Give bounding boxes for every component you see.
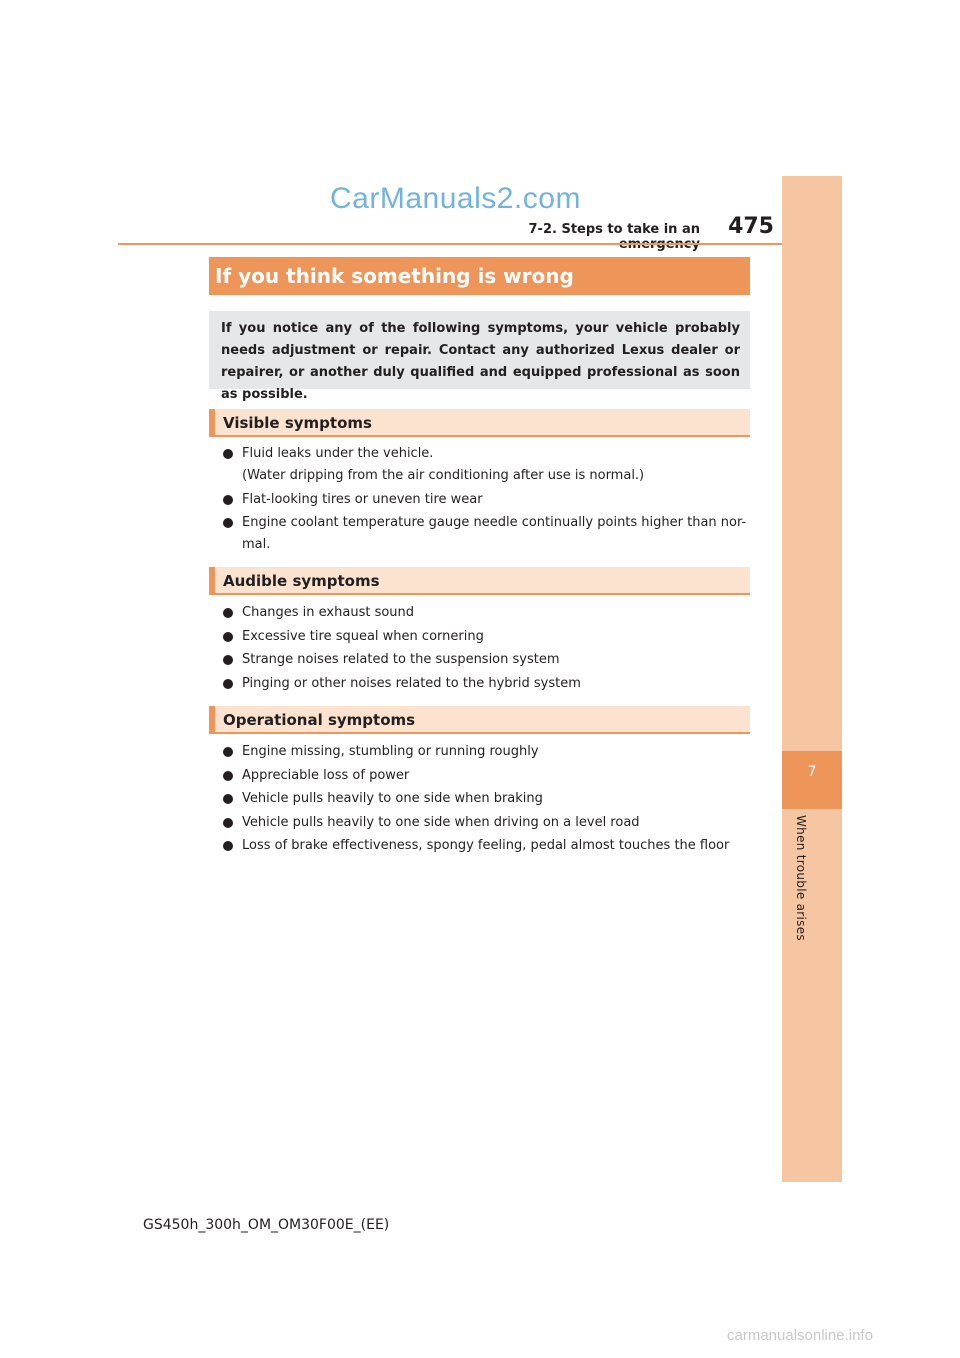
section-title: Operational symptoms	[223, 711, 416, 729]
manual-code: GS450h_300h_OM_OM30F00E_(EE)	[143, 1217, 390, 1233]
operational-symptoms-heading	[209, 706, 750, 734]
list-item: Loss of brake effectiveness, spongy feeling, pedal almost touches the floor	[222, 835, 748, 857]
bullet-icon	[223, 771, 233, 781]
operational-symptoms-list	[222, 741, 748, 859]
bullet-icon	[223, 655, 233, 665]
list-item: Changes in exhaust sound	[222, 602, 748, 624]
chapter-side-tab	[782, 176, 842, 1182]
bullet-icon	[223, 495, 233, 505]
list-item: Engine missing, stumbling or running roughly	[222, 741, 748, 763]
bullet-icon	[223, 518, 233, 528]
chapter-title: When trouble arises	[794, 815, 808, 941]
audible-symptoms-heading	[209, 567, 750, 595]
visible-symptoms-list	[222, 443, 748, 558]
bullet-icon	[223, 608, 233, 618]
bullet-icon	[223, 747, 233, 757]
list-item: Vehicle pulls heavily to one side when driving on a level road	[222, 812, 748, 834]
header-rule	[118, 243, 782, 245]
list-item: Excessive tire squeal when cornering	[222, 626, 748, 648]
list-item: Appreciable loss of power	[222, 765, 748, 787]
section-title: Audible symptoms	[223, 572, 380, 590]
list-item: Engine coolant temperature gauge needle continually points higher than nor- mal.	[222, 512, 748, 556]
section-path: 7-2. Steps to take in an	[528, 222, 700, 237]
watermark-logo: CarManuals2.com	[330, 182, 581, 215]
bullet-icon	[223, 632, 233, 642]
list-item: Fluid leaks under the vehicle. (Water dripping from the air conditioning after use is normal.)	[222, 443, 748, 487]
intro-text: If you notice any of the following symptoms, your vehicle probably needs adjustment or repair. Contact any authorized Lexus dealer or repairer, or another duly qualified and equipped professional as soon as possible.	[221, 321, 740, 402]
bullet-icon	[223, 794, 233, 804]
page-number: 475	[728, 214, 774, 239]
list-item: Strange noises related to the suspension system	[222, 649, 748, 671]
list-item: Vehicle pulls heavily to one side when braking	[222, 788, 748, 810]
bullet-icon	[223, 818, 233, 828]
audible-symptoms-list	[222, 602, 748, 696]
visible-symptoms-heading	[209, 409, 750, 437]
bullet-icon	[223, 841, 233, 851]
site-watermark: carmanualsonline.info	[727, 1327, 873, 1344]
chapter-tab-accent	[782, 751, 842, 809]
section-title: Visible symptoms	[223, 414, 372, 432]
chapter-number: 7	[807, 764, 817, 780]
list-item: Flat-looking tires or uneven tire wear	[222, 489, 748, 511]
list-item: Pinging or other noises related to the hybrid system	[222, 673, 748, 695]
page-title: If you think something is wrong	[215, 264, 574, 288]
bullet-icon	[223, 679, 233, 689]
bullet-icon	[223, 449, 233, 459]
